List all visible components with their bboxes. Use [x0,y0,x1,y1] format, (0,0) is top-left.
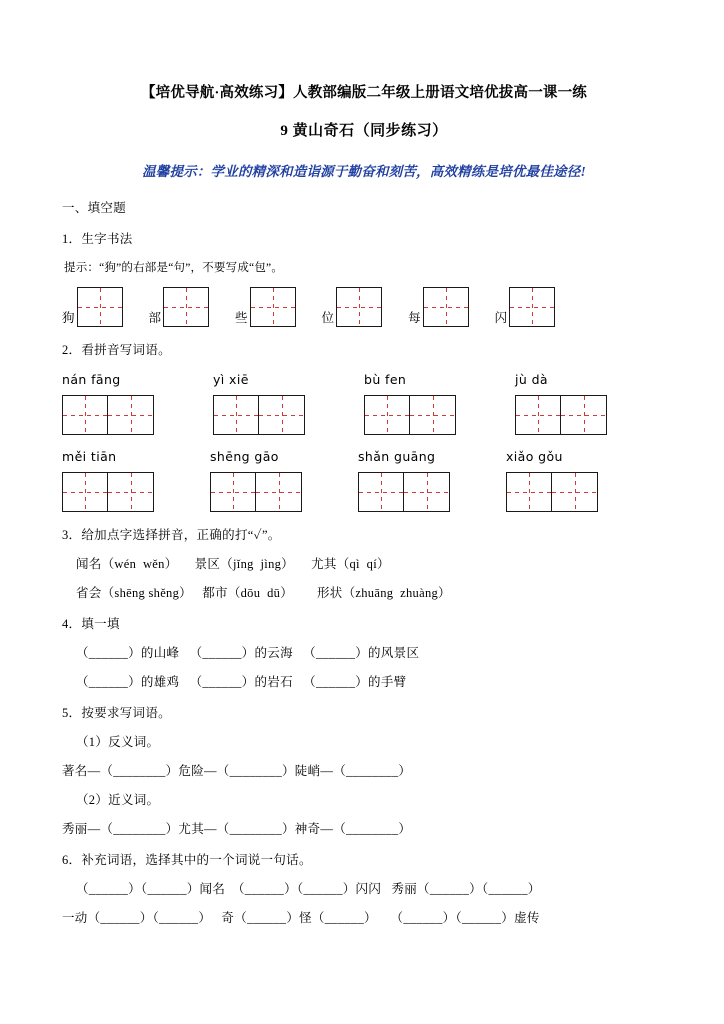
pinyin-label: yì xiē [213,372,249,388]
char-label: 部 [148,311,162,326]
tianzige-cell[interactable] [358,472,404,512]
question-2-pinyin-row-2 [62,449,666,464]
answer-box-group[interactable] [364,395,515,435]
pinyin-label: jù dà [515,372,548,388]
tianzige-cell[interactable] [210,472,256,512]
tianzige-cell[interactable] [336,287,382,327]
char-slot [322,287,383,327]
question-5-title: 5．按要求写词语。 [62,706,171,721]
question-1-char-grid [62,287,666,327]
page-subtitle: 9 黄山奇石（同步练习） [280,123,448,140]
answer-box-group[interactable] [210,472,358,512]
char-label: 每 [408,311,421,326]
answer-box-group[interactable] [358,472,506,512]
char-label: 位 [321,311,335,326]
answer-box-group[interactable] [515,395,666,435]
section-heading-fill-in-blank: 一、填空题 [62,201,127,216]
question-4-line-2[interactable]: （______）的雄鸡 （______）的岩石 （______）的手臂 [76,675,407,690]
answer-box-group[interactable] [62,472,210,512]
pinyin-label: shēng gāo [210,449,279,465]
pinyin-label: nán fāng [62,372,121,388]
tianzige-cell[interactable] [364,395,410,435]
question-2-answer-boxes-row-2 [62,472,666,512]
tianzige-cell[interactable] [423,287,469,327]
tianzige-cell[interactable] [259,395,305,435]
pinyin-label: bù fen [364,372,407,388]
answer-box-group[interactable] [213,395,364,435]
tianzige-cell[interactable] [62,395,108,435]
tianzige-cell[interactable] [506,472,552,512]
question-2-answer-boxes-row-1 [62,395,666,435]
tianzige-cell[interactable] [62,472,108,512]
tianzige-cell[interactable] [509,287,555,327]
pinyin-label: xiǎo gǒu [506,449,563,465]
tianzige-cell[interactable] [108,472,154,512]
pinyin-label: měi tiān [62,449,117,465]
tianzige-cell[interactable] [404,472,450,512]
char-slot [408,287,469,327]
question-4-line-1[interactable]: （______）的山峰 （______）的云海 （______）的风景区 [76,646,420,661]
question-1-title: 1．生字书法 [62,232,133,247]
tip-note: 温馨提示：学业的精深和造诣源于勤奋和刻苦，高效精练是培优最佳途径! [142,164,586,180]
char-label: 些 [235,311,248,326]
question-1-hint: 提示：“狗”的右部是“句”，不要写成“包”。 [64,262,284,275]
question-2-pinyin-row-1 [62,372,666,387]
tianzige-cell[interactable] [213,395,259,435]
char-slot [62,287,123,327]
page-title: 【培优导航·高效练习】人教部编版二年级上册语文培优拔高一课一练 [140,85,588,101]
tianzige-cell[interactable] [552,472,598,512]
char-label: 狗 [62,311,75,326]
char-slot [235,287,296,327]
char-label: 闪 [494,311,508,326]
answer-box-group[interactable] [62,395,213,435]
tianzige-cell[interactable] [410,395,456,435]
tianzige-cell[interactable] [256,472,302,512]
question-4-title: 4．填一填 [62,617,120,632]
question-2-title: 2．看拼音写词语。 [62,343,171,358]
tianzige-cell[interactable] [515,395,561,435]
question-6-line-2[interactable]: 一动（______）（______） 奇（______）怪（______） （______）（______）虚传 [62,911,540,926]
question-3-line-1: 闻名（wén wěn） 景区（jǐng jìng） 尤其（qì qí） [76,557,390,572]
pinyin-label: shǎn guāng [358,449,436,465]
answer-box-group[interactable] [506,472,654,512]
question-5-sub-1: （1）反义词。 [76,735,160,750]
tianzige-cell[interactable] [561,395,607,435]
tianzige-cell[interactable] [77,287,123,327]
tianzige-cell[interactable] [108,395,154,435]
question-5-line-2[interactable]: 秀丽—（________）尤其—（________）神奇—（________） [62,822,412,837]
question-5-line-1[interactable]: 著名—（________）危险—（________）陡峭—（________） [62,764,412,779]
question-3-line-2: 省会（shēng shěng） 都市（dōu dū） 形状（zhuāng zhuàng） [76,586,451,601]
question-3-title: 3．给加点字选择拼音，正确的打“✓”。 [62,528,281,543]
question-6-line-1[interactable]: （______）（______）闻名 （______）（______）闪闪 秀丽（______）（______） [76,882,541,897]
char-slot [149,287,210,327]
tianzige-cell[interactable] [250,287,296,327]
question-5-sub-2: （2）近义词。 [76,793,160,808]
question-6-title: 6．补充词语，选择其中的一个词说一句话。 [62,853,312,868]
tianzige-cell[interactable] [163,287,209,327]
char-slot [495,287,556,327]
